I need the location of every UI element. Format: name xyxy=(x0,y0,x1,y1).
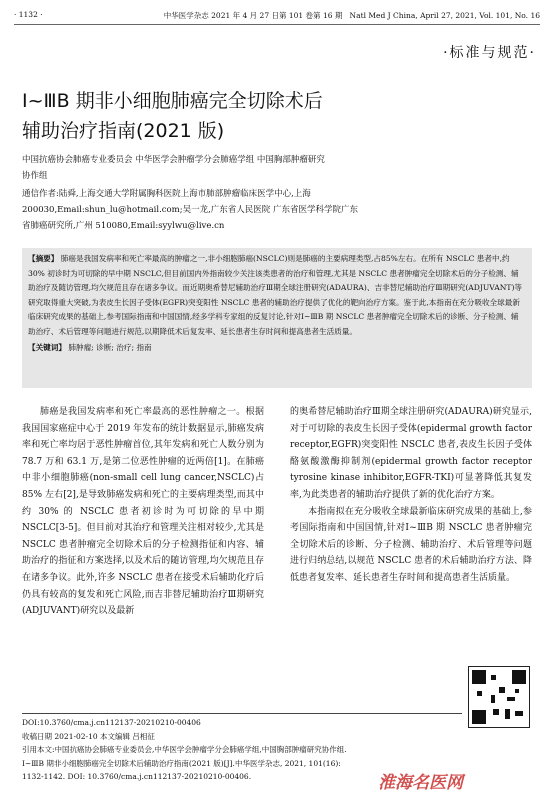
journal-cn: 中华医学杂志 2021 年 4 月 27 日第 101 卷第 16 期 xyxy=(163,11,343,20)
correspondence-line-1: 通信作者:陆舜,上海交通大学附属胸科医院上海市肺部肿瘤临床医学中心,上海 xyxy=(22,189,311,199)
author-groups xyxy=(22,152,442,184)
body-left-column xyxy=(22,404,264,674)
header-rule xyxy=(14,24,540,25)
watermark: 淮海名医网 xyxy=(378,773,463,793)
correspondence xyxy=(22,186,482,234)
doi: DOI:10.3760/cma.j.cn112137-20210210-00406 xyxy=(22,718,201,727)
abstract-label: 【摘要】 xyxy=(28,254,59,263)
journal-en: Natl Med J China, April 27, 2021, Vol. 101, No. 16 xyxy=(349,11,540,20)
citation-line-1: 引用本文:中国抗癌协会肺癌专业委员会,中华医学会肿瘤学分会肺癌学组,中国胸部肿瘤研究协作组. xyxy=(22,745,347,755)
body-right-column xyxy=(290,404,532,664)
section-label: ·标准与规范· xyxy=(443,45,536,61)
body-paragraph: 肺癌是我国发病率和死亡率最高的恶性肿瘤之一。根据我国国家癌症中心于 2019 年发布的统计数据显示,肺癌发病率和死亡率均居于恶性肿瘤首位,其年发病和死亡人数分别为 78.7 万和 63.1 万,是第二位恶性肿瘤的近两倍[1]。在肺癌中非小细胞肺癌(non-small cell lung cancer,NSCLC)占 85% 左右[2],是导致肺癌发病和死亡的主要病理类型,而其中约 30% 的 NSCLC 患者初诊时为可切除的早中期 NSCLC[3-5]。但目前对其治疗和管理关注相对较少,尤其是 NSCLC 患者肿瘤完全切除术后的分子检测指征和内容、辅助治疗的指征和方案选择,以及术后的随访管理,均欠规范且存在诸多争议。此外,许多 NSCLC 患者在接受术后辅助化疗后仍具有较高的复发和死亡风险,而吉非替尼辅助治疗Ⅲ期研究(ADJUVANT)研究以及最新 xyxy=(22,407,264,617)
body-paragraph: 本指南拟在充分吸收全球最新临床研究成果的基础上,参考国际指南和中国国情,针对Ⅰ~ⅢB 期 NSCLC 患者肿瘤完全切除术后的诊断、分子检测、辅助治疗、术后管理等问题进行归纳总结,以规范 NSCLC 患者的术后辅助治疗方法、降低患者复发率、延长患者生存时间和提高患者生活质量。 xyxy=(290,506,532,583)
article-title xyxy=(22,86,402,146)
abstract-box xyxy=(22,248,532,388)
page-number: · 1132 · xyxy=(14,10,43,19)
body-paragraph: 的奥希替尼辅助治疗Ⅲ期全球注册研究(ADAURA)研究显示,对于可切除的表皮生长因子受体(epidermal growth factor receptor,EGFR)突变阳性 NSCLC 患者,表皮生长因子受体酪氨酸激酶抑制剂(epidermal growth factor receptor tyrosine kinase inhibitor,EGFR-TKI)可显著降低其复发率,为此类患者的辅助治疗提供了新的优化治疗方案。 xyxy=(290,407,532,500)
authors-line-2: 协作组 xyxy=(22,171,48,181)
citation-line-3: 1132-1142. DOI: 10.3760/cma.j.cn112137-20210210-00406. xyxy=(22,772,252,782)
authors-line-1: 中国抗癌协会肺癌专业委员会 中华医学会肿瘤学分会肺癌学组 中国胸部肿瘤研究 xyxy=(22,155,325,165)
footer-rule xyxy=(22,713,462,714)
correspondence-line-3: 省肺癌研究所,广州 510080,Email:syylwu@live.cn xyxy=(22,221,225,231)
title-line-1: Ⅰ~ⅢB 期非小细胞肺癌完全切除术后 xyxy=(22,90,323,112)
title-line-2: 辅助治疗指南(2021 版) xyxy=(22,120,225,142)
received-date: 收稿日期 2021-02-10 本文编辑 吕相征 xyxy=(22,731,155,741)
running-header xyxy=(14,10,540,21)
keywords-label: 【关键词】 xyxy=(28,342,66,352)
abstract-text: 肺癌是我国发病率和死亡率最高的肿瘤之一,非小细胞肺癌(NSCLC)则是肺癌的主要病理类型,占85%左右。在所有 NSCLC 患者中,约 30% 初诊时为可切除的早中期 NSCLC,但目前国内外指南较少关注该类患者的治疗和管理,尤其是 NSCLC 患者肿瘤完全切除术后的分子检测、辅助治疗及随访管理,均欠规范且存在诸多争议。而近期奥希替尼辅助治疗Ⅲ期全球注册研究(ADAURA)、吉非替尼辅助治疗Ⅲ期研究(ADJUVANT)等研究取得重大突破,为表皮生长因子受体(EGFR)突变阳性 NSCLC 患者的辅助治疗提供了优化的靶向治疗方案。鉴于此,本指南在充分吸收全球最新临床研究成果的基础上,参考国际指南和中国国情,经多学科专家组的反复讨论,针对Ⅰ~ⅢB 期 NSCLC 患者肿瘤完全切除术后的诊断、分子检测、辅助治疗、术后管理等问题进行规范,以期降低术后复发率、延长患者生存时间和提高患者生活质量。 xyxy=(28,254,523,336)
correspondence-line-2: 200030,Email:shun_lu@hotmail.com;吴一龙,广东省人民医院 广东省医学科学院广东 xyxy=(22,205,358,215)
citation-line-2: Ⅰ~ⅢB 期非小细胞肺癌完全切除术后辅助治疗指南(2021 版)[J].中华医学杂志, 2021, 101(16): xyxy=(22,758,341,768)
keywords: 肺肿瘤; 诊断; 治疗; 指南 xyxy=(68,342,152,352)
